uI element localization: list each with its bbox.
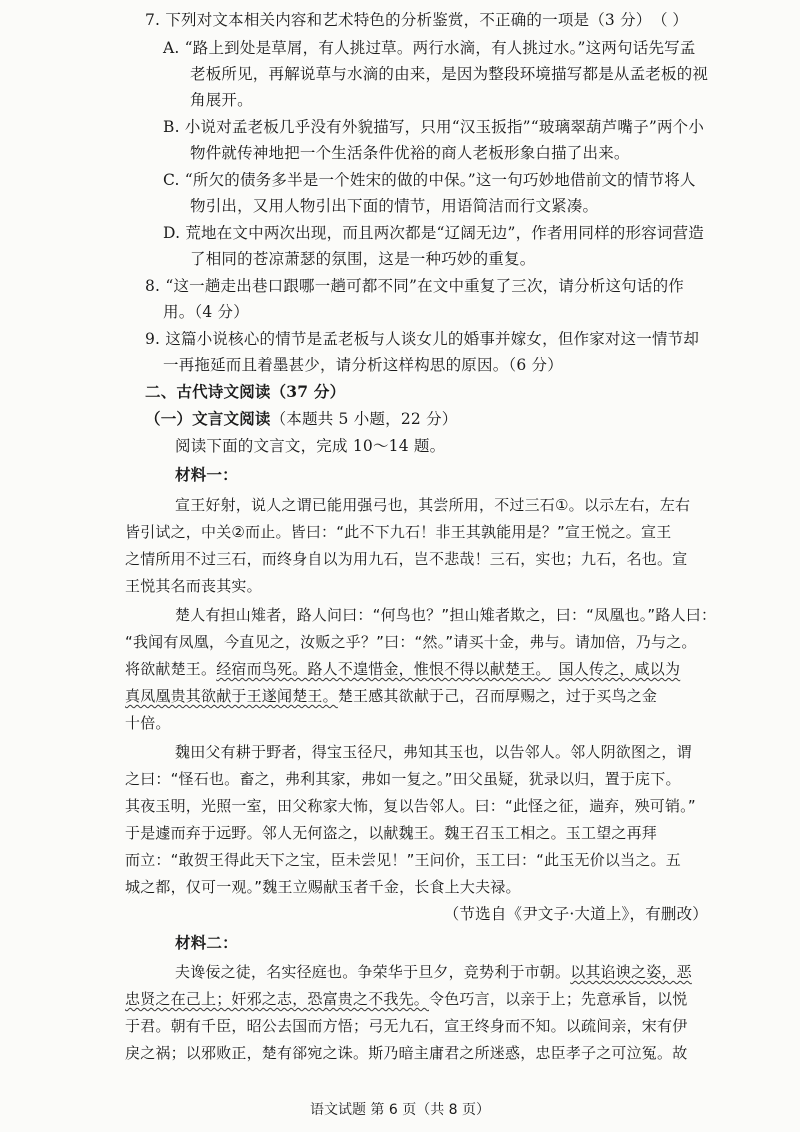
m1-p2-line5: 十倍。 [125,714,171,732]
m1-p1-line3: 之情所用不过三石，而终身自以为用九石，岂不悲哉！三石，实也；九石，名也。宣 [125,550,688,568]
instruction: 阅读下面的文言文，完成 10～14 题。 [175,437,446,455]
m1-p1-line2: 皆引试之，中关②而止。皆曰：“此不下九石！非王其孰能用是？”宣王悦之。宣王 [125,523,672,541]
m1-p2-line1: 楚人有担山雉者，路人问曰：“何鸟也？”担山雉者欺之，曰：“凤凰也。”路人曰： [175,606,717,624]
question-9-line2: 一再拖延而且着墨甚少，请分析这样构思的原因。（6 分） [163,356,563,374]
m1-p3-line4: 于是遽而弃于远野。邻人无何盗之，以献魏王。魏王召玉工相之。玉工望之再拜 [125,824,658,842]
option-c-line1: C. “所欠的债务多半是一个姓宋的做的中保。”这一句巧妙地借前文的情节将人 [163,171,696,189]
underlined-sentence-1: 经宿而鸟死。路人不遑惜金，惟恨不得以献楚王。 [216,660,551,678]
underlined-sentence-2-start: 国人传之，咸以为 [558,660,681,678]
m2-line4: 戾之祸；以邪败正，楚有郤宛之诛。斯乃暗主庸君之所迷惑，忠臣孝子之可泣冤。故 [125,1044,688,1062]
subsection-title: （一）文言文阅读 [145,409,271,428]
subsection-note: （本题共 5 小题，22 分） [270,410,458,428]
m1-p3-line5: 而立：“敢贺王得此天下之宝，臣未尝见！”王问价，玉工曰：“此玉无价以当之。五 [125,851,681,869]
option-a-line2: 老板所见，再解说草与水滴的由来，是因为整段环境描写都是从孟老板的视 [190,65,709,83]
m1-source: （节选自《尹文子·大道上》，有删改） [443,905,708,923]
m1-p3-line2: 之曰：“怪石也。畜之，弗利其家，弗如一复之。”田父虽疑，犹录以归，置于庑下。 [125,770,681,788]
page-footer: 语文试题 第 6 页（共 8 页） [309,1102,491,1118]
m1-p2-line4 [125,686,657,706]
m1-p3-line1: 魏田父有耕于野者，得宝玉径尺，弗知其玉也，以告邻人。邻人阴欲图之，谓 [175,743,692,761]
material-1-label: 材料一： [175,465,238,484]
m1-p3-line3: 其夜玉明，光照一室，田父称家大怖，复以告邻人。曰：“此怪之征，遄弃，殃可销。” [125,797,696,815]
option-b-line2: 物件就传神地把一个生活条件优裕的商人老板形象白描了出来。 [190,144,630,162]
m2-line1 [175,962,692,982]
question-8-line1: 8. “这一趟走出巷口跟哪一趟可都不同”在文中重复了三次，请分析这句话的作 [145,277,684,295]
option-a-line3: 角展开。 [190,91,253,109]
underlined-sentence-3-start: 以其谄谀之姿，恶 [570,963,692,981]
option-a-line1: A. “路上到处是草屑，有人挑过草。两行水滴，有人挑过水。”这两句话先写孟 [163,39,696,57]
m1-p2-line3 [125,659,680,679]
underlined-sentence-3-end: 忠贤之在己上；奸邪之志，恐富贵之不我先。 [125,990,430,1008]
option-d-line2: 了相同的苍凉萧瑟的氛围，这是一种巧妙的重复。 [190,250,536,268]
m1-p2-line4-rest: 楚王感其欲献于己，召而厚赐之，过于买鸟之金 [337,687,658,705]
option-b-line1: B. 小说对孟老板几乎没有外貌描写，只用“汉玉扳指”“玻璃翠葫芦嘴子”两个小 [163,118,705,136]
question-8-line2: 用。（4 分） [163,303,249,321]
m1-p3-line6: 城之都，仅可一观。”魏王立赐献玉者千金，长食上大夫禄。 [125,878,521,896]
question-7-stem: 7. 下列对文本相关内容和艺术特色的分析鉴赏，不正确的一项是（3 分） [145,11,652,29]
underlined-sentence-2-end: 真凤凰贵其欲献于王遂闻楚王。 [125,687,338,705]
option-d-line1: D. 荒地在文中两次出现，而且两次都是“辽阔无边”，作者用同样的形容词营造 [163,224,704,242]
m2-line2-rest: 令色巧言，以亲于上；先意承旨，以悦 [429,990,688,1008]
material-2-label: 材料二： [175,933,238,952]
m1-p2-line2: “我闻有凤凰，今直见之，汝贩之乎？”曰：“然。”请买十金，弗与。请加倍，乃与之。 [125,633,697,651]
m2-line1-start: 夫谗佞之徒，名实径庭也。争荣华于旦夕，竞势利于市朝。 [175,963,571,981]
subsection-heading [145,409,457,429]
m1-p2-line3-start: 将欲献楚王。 [125,660,217,678]
question-9-line1: 9. 这篇小说核心的情节是孟老板与人谈女儿的婚事并嫁女，但作家对这一情节却 [145,330,700,348]
answer-blank: （ ） [652,11,688,29]
option-c-line2: 物引出，又用人物引出下面的情节，用语简洁而行文紧凑。 [190,197,599,215]
m2-line2 [125,989,687,1009]
m1-p1-line1: 宣王好射，说人之谓已能用强弓也，其尝所用，不过三石①。以示左右，左右 [175,496,691,514]
m2-line3: 于君。朝有千臣，昭公去国而方悟；弓无九石，宣王终身而不知。以疏间亲，宋有伊 [125,1017,688,1035]
m1-p1-line4: 王悦其名而丧其实。 [125,577,262,595]
section-title: 二、古代诗文阅读（37 分） [145,382,346,401]
